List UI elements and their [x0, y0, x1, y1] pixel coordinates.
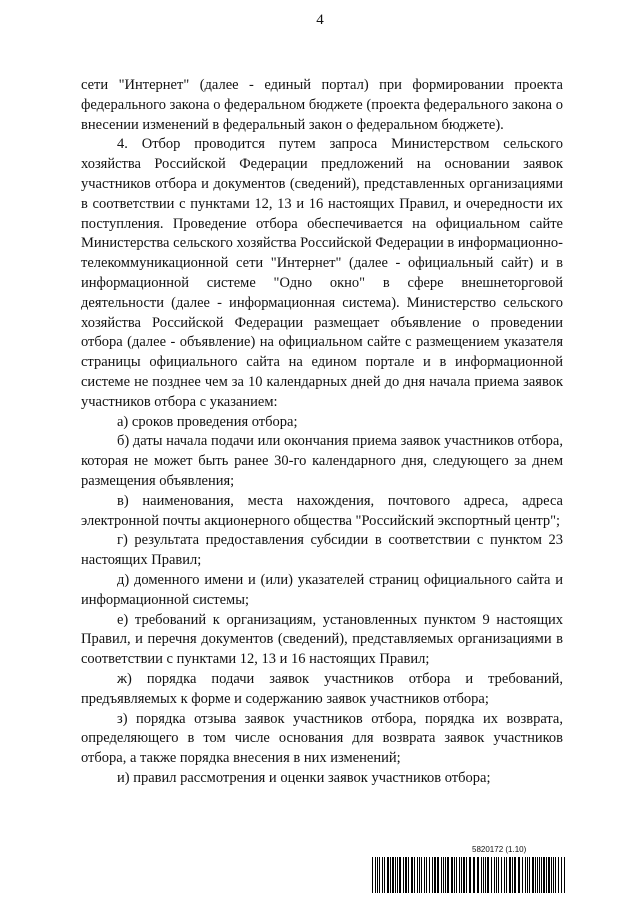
barcode-bar — [509, 857, 511, 893]
barcode-bar — [445, 857, 446, 893]
barcode-bar — [541, 857, 542, 893]
barcode-bar — [494, 857, 495, 893]
barcode-bar — [514, 857, 516, 893]
barcode-bar — [548, 857, 550, 893]
barcode-icon — [372, 857, 565, 893]
barcode-bar — [432, 857, 433, 893]
document-body — [81, 76, 563, 789]
barcode-bar — [537, 857, 538, 893]
barcode-bar — [414, 857, 415, 893]
barcode-bar — [387, 857, 389, 893]
barcode-bar — [512, 857, 513, 893]
barcode-bar — [459, 857, 460, 893]
barcode-bar — [429, 857, 430, 893]
barcode-bar — [403, 857, 404, 893]
barcode-bar — [456, 857, 457, 893]
paragraph-4: в) наименования, места нахождения, почтового адреса, адреса электронной почты акционерного общества "Российский экспортный центр"; — [81, 492, 563, 529]
barcode-bar — [443, 857, 444, 893]
barcode-bar — [441, 857, 442, 893]
barcode-bar — [419, 857, 420, 893]
barcode-bar — [504, 857, 505, 893]
barcode-bar — [506, 857, 507, 893]
barcode-bar — [411, 857, 413, 893]
barcode-bar — [522, 857, 523, 893]
barcode-bar — [399, 857, 401, 893]
barcode-bar — [426, 857, 427, 893]
barcode-bar — [417, 857, 418, 893]
barcode-bar — [451, 857, 453, 893]
barcode-bar — [477, 857, 479, 893]
barcode-bar — [491, 857, 492, 893]
barcode-bar — [529, 857, 530, 893]
paragraph-6: д) доменного имени и (или) указателей страниц официального сайта и информационной системы; — [81, 571, 563, 608]
barcode-bar — [447, 857, 449, 893]
barcode-bar — [392, 857, 394, 893]
barcode-bar — [469, 857, 471, 893]
barcode-bar — [408, 857, 409, 893]
barcode-bar — [539, 857, 540, 893]
barcode-bar — [487, 857, 489, 893]
paragraph-7: е) требований к организациям, установленных пунктом 9 настоящих Правил, и перечня документов (сведений), представляемых организациями в соответствии с пунктами 12, 13 и 16 настоящих Правил; — [81, 611, 563, 668]
barcode-bar — [405, 857, 407, 893]
barcode-bar — [454, 857, 455, 893]
barcode-bar — [496, 857, 497, 893]
barcode-bar — [390, 857, 391, 893]
barcode-bar — [437, 857, 439, 893]
barcode-bar — [421, 857, 422, 893]
paragraph-8: ж) порядка подачи заявок участников отбора и требований, предъявляемых к форме и содержанию заявок участников отбора; — [81, 670, 563, 707]
barcode-bar — [379, 857, 380, 893]
barcode-bar — [498, 857, 499, 893]
barcode-bar — [395, 857, 396, 893]
barcode-bar — [501, 857, 502, 893]
barcode-bar — [424, 857, 425, 893]
barcode-bar — [485, 857, 486, 893]
paragraph-9: з) порядка отзыва заявок участников отбора, порядка их возврата, определяющего в том числе основания для возврата заявок участников отбора, а также порядка внесения в них изменений; — [81, 710, 563, 767]
barcode-bar — [384, 857, 385, 893]
paragraph-3: б) даты начала подачи или окончания приема заявок участников отбора, которая не может быть ранее 30-го календарного дня, следующего за днем размещения объявления; — [81, 433, 563, 489]
barcode-bar — [483, 857, 484, 893]
paragraph-0: сети "Интернет" (далее - единый портал) при формировании проекта федерального закона о федеральном бюджете (проекта федерального закона о внесении изменений в федеральный закон о федеральном бюджете). — [81, 77, 563, 133]
barcode-bar — [461, 857, 462, 893]
barcode-bar — [466, 857, 467, 893]
barcode-caption: 5820172 (1.10) — [472, 845, 527, 854]
barcode-bar — [382, 857, 383, 893]
barcode-bar — [551, 857, 552, 893]
barcode-bar — [564, 857, 565, 893]
barcode-bar — [553, 857, 554, 893]
barcode-bar — [397, 857, 398, 893]
barcode-bar — [481, 857, 482, 893]
barcode-bar — [375, 857, 376, 893]
barcode-bar — [527, 857, 528, 893]
barcode-bar — [372, 857, 373, 893]
paragraph-1: 4. Отбор проводится путем запроса Министерством сельского хозяйства Российской Федерации предложений на основании заявок участников отбора и документов (сведений), представленных организациями в соответствии с пунктами 12, 13 и 16 настоящих Правил, и очередности их поступления. Проведение отбора обеспечивается на официальном сайте Министерства сельского хозяйства Российской Федерации в информационно-телекоммуникационной сети "Интернет" (далее - официальный сайт) и в информационной системе "Одно окно" в сфере внешнеторговой деятельности (далее - информационная система). Министерство сельского хозяйства Российской Федерации размещает объявление о проведении отбора (далее - объявление) на официальном сайте с размещением указателя страницы официального сайта на едином портале и в информационной системе не позднее чем за 10 календарных дней до дня начала приема заявок участников отбора с указанием: — [81, 136, 563, 410]
barcode-bar — [473, 857, 475, 893]
barcode-bar — [377, 857, 378, 893]
barcode-bar — [532, 857, 534, 893]
barcode-bar — [561, 857, 562, 893]
barcode-bar — [555, 857, 556, 893]
barcode-bar — [434, 857, 436, 893]
paragraph-10: и) правил рассмотрения и оценки заявок участников отбора; — [117, 769, 491, 786]
barcode-block — [372, 845, 565, 895]
barcode-bar — [546, 857, 547, 893]
barcode-bar — [525, 857, 526, 893]
barcode-bar — [535, 857, 536, 893]
page-number: 4 — [316, 12, 324, 28]
barcode-bar — [558, 857, 559, 893]
paragraph-5: г) результата предоставления субсидии в соответствии с пунктом 23 настоящих Правил; — [81, 532, 563, 569]
barcode-bar — [543, 857, 545, 893]
barcode-bar — [518, 857, 520, 893]
barcode-bar — [463, 857, 465, 893]
paragraph-2: а) сроков проведения отбора; — [117, 413, 298, 430]
